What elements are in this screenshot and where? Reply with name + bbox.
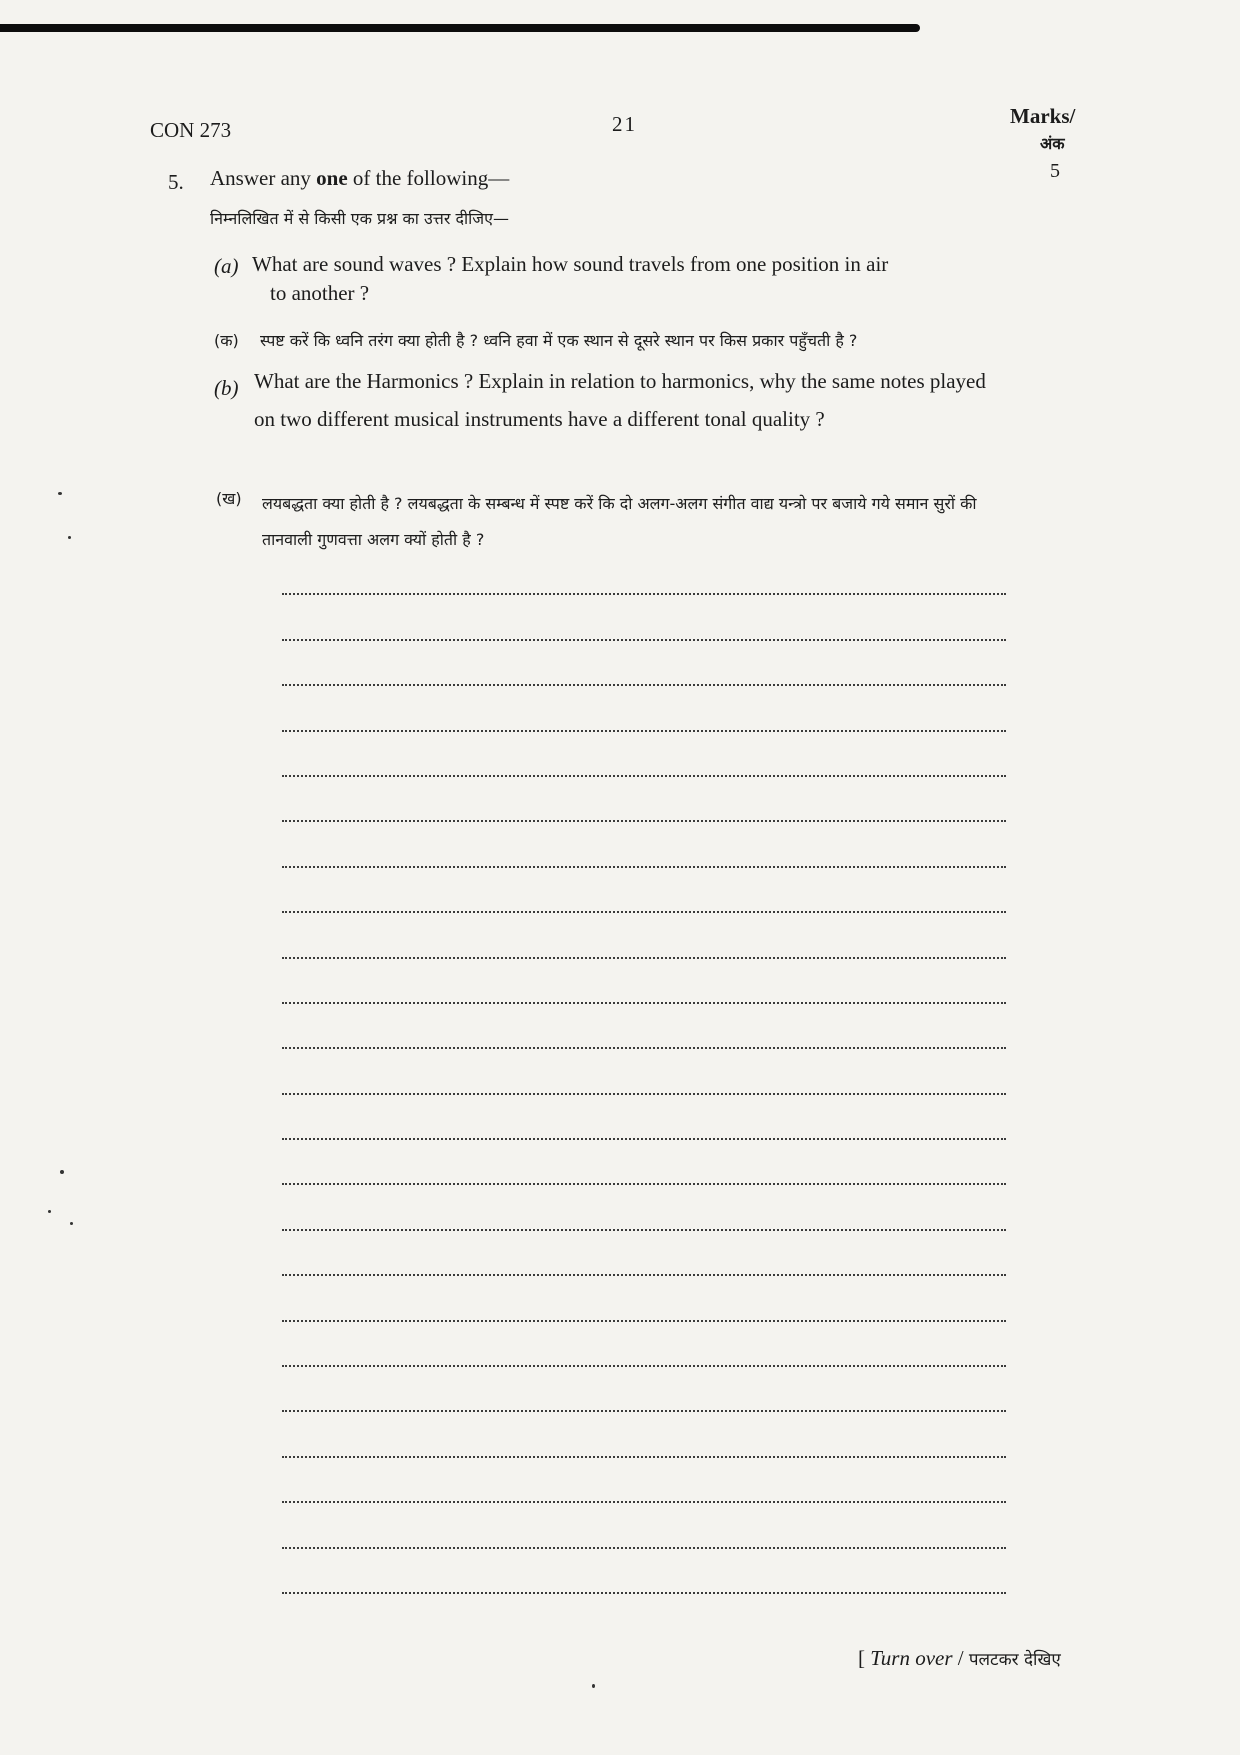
- answer-line[interactable]: [282, 595, 1006, 640]
- option-a-label: (a): [214, 254, 239, 278]
- answer-line[interactable]: [282, 959, 1006, 1004]
- answer-line[interactable]: [282, 1231, 1006, 1276]
- answer-line[interactable]: [282, 868, 1006, 913]
- option-b-label: (b): [214, 376, 239, 400]
- scan-speck: [70, 1222, 73, 1225]
- option-a-line-1: What are sound waves ? Explain how sound travels from one position in air: [252, 252, 889, 276]
- answer-line[interactable]: [282, 1322, 1006, 1367]
- turn-over-separator: /: [952, 1646, 969, 1670]
- scan-speck: [68, 536, 71, 539]
- option-ka-text: स्पष्ट करें कि ध्वनि तरंग क्या होती है ? ध्वनि हवा में एक स्थान से दूसरे स्थान पर किस प्रकार पहुँचती है ?: [260, 331, 858, 350]
- option-b-text: [254, 362, 1006, 438]
- answer-line[interactable]: [282, 913, 1006, 958]
- marks-value: 5: [1050, 160, 1060, 182]
- scan-speck: [592, 1684, 595, 1688]
- answer-line[interactable]: [282, 1276, 1006, 1321]
- option-a-line-2: to another ?: [270, 281, 370, 306]
- answer-line[interactable]: [282, 1049, 1006, 1094]
- option-a-text: [252, 250, 1038, 309]
- marks-heading: Marks/: [1010, 104, 1076, 128]
- question-number: 5.: [168, 170, 184, 194]
- page-number: 21: [612, 112, 637, 136]
- answer-line[interactable]: [282, 641, 1006, 686]
- answer-line[interactable]: [282, 777, 1006, 822]
- answer-line[interactable]: [282, 732, 1006, 777]
- scan-speck: [58, 492, 62, 495]
- answer-line[interactable]: [282, 1004, 1006, 1049]
- instruction-bold: one: [316, 166, 348, 190]
- answer-line[interactable]: [282, 1367, 1006, 1412]
- answer-line[interactable]: [282, 1412, 1006, 1457]
- answer-writing-area[interactable]: [282, 550, 1006, 1594]
- turn-over-note: [858, 1646, 1061, 1671]
- answer-line[interactable]: [282, 1140, 1006, 1185]
- option-b-body: What are the Harmonics ? Explain in relation to harmonics, why the same notes played on two different musical instruments have a different tonal quality ?: [254, 369, 986, 431]
- scan-speck: [60, 1170, 64, 1174]
- answer-line[interactable]: [282, 822, 1006, 867]
- instruction-pre: Answer any: [210, 166, 317, 190]
- answer-line[interactable]: [282, 1549, 1006, 1594]
- turn-over-bracket: [: [858, 1646, 871, 1670]
- answer-line[interactable]: [282, 686, 1006, 731]
- top-border-rule: [0, 24, 920, 32]
- scan-speck: [48, 1210, 51, 1213]
- question-instruction: [210, 164, 509, 193]
- paper-code: CON 273: [150, 118, 232, 142]
- answer-line[interactable]: [282, 1503, 1006, 1548]
- option-kha-label: (ख): [216, 489, 242, 508]
- answer-line[interactable]: [282, 1095, 1006, 1140]
- option-kha-text: लयबद्धता क्या होती है ? लयबद्धता के सम्बन्ध में स्पष्ट करें कि दो अलग-अलग संगीत वाद्य यन्त्रो पर बजाये गये समान सुरों की तानवाली गुणवत्ता अलग क्यों होती है ?: [262, 494, 977, 549]
- option-ka-label: (क): [214, 331, 239, 350]
- instruction-post: of the following—: [347, 166, 510, 190]
- answer-line[interactable]: [282, 1185, 1006, 1230]
- question-instruction-hindi: निम्नलिखित में से किसी एक प्रश्न का उत्तर दीजिए—: [210, 209, 509, 228]
- turn-over-text: Turn over: [870, 1646, 953, 1670]
- answer-line[interactable]: [282, 1458, 1006, 1503]
- turn-over-text-hindi: पलटकर देखिए: [968, 1650, 1061, 1670]
- answer-line[interactable]: [282, 550, 1006, 595]
- marks-heading-hindi: अंक: [1040, 134, 1065, 153]
